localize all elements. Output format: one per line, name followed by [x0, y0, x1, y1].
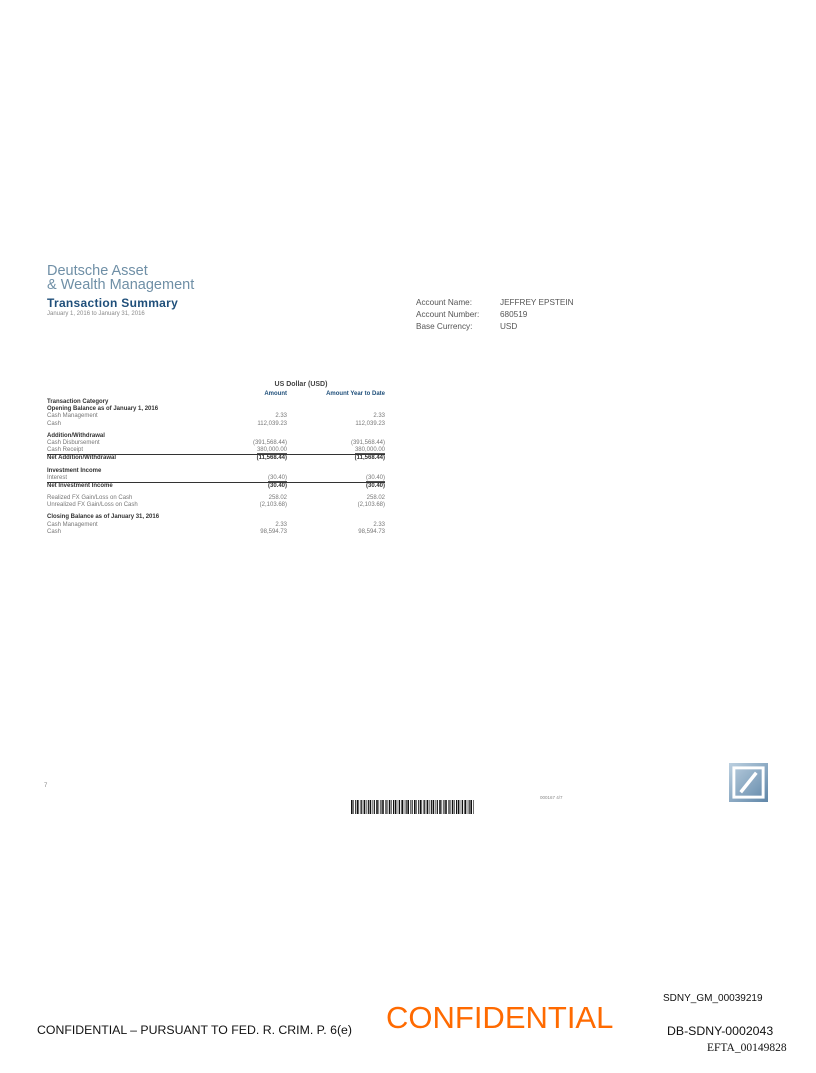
row-amount-cell [207, 502, 287, 509]
row-ytd-cell [287, 406, 385, 413]
row-label: Unrealized FX Gain/Loss on Cash [47, 502, 138, 509]
row-ytd-cell [287, 529, 385, 536]
row-ytd: 2.33 [373, 521, 385, 528]
row-ytd: 98,594.73 [358, 528, 385, 535]
row-label: Cash [47, 528, 62, 535]
row-amount-cell [207, 455, 287, 462]
table-row [47, 447, 385, 454]
row-amount-cell [207, 421, 287, 428]
table-row [47, 406, 385, 413]
ytd-header: Amount Year to Date [326, 391, 385, 397]
barcode-image [351, 800, 474, 814]
row-ytd-cell [287, 455, 385, 462]
row-label: Cash Disbursement [47, 439, 100, 446]
row-amount-cell [207, 413, 287, 420]
row-ytd-cell [287, 495, 385, 502]
account-number-value: 680519 [500, 310, 528, 319]
row-ytd: 2.33 [373, 413, 385, 420]
row-amount-cell [207, 440, 287, 447]
row-amount-cell [207, 468, 287, 475]
row-ytd-cell [287, 502, 385, 509]
row-ytd: 112,039.23 [355, 420, 385, 427]
row-amount-cell [207, 475, 287, 482]
row-ytd-cell [287, 468, 385, 475]
row-amount-cell [207, 529, 287, 536]
table-row [47, 440, 385, 447]
row-amount-cell [207, 522, 287, 529]
row-label: Addition/Withdrawal [47, 432, 105, 439]
deutsche-bank-logo-icon [729, 763, 768, 802]
base-currency-row [416, 321, 574, 333]
efta-number: EFTA_00149828 [707, 1042, 787, 1054]
row-amount: 380,000.00 [256, 447, 287, 454]
row-amount: (11,568.44) [256, 455, 287, 462]
row-label: Cash Management [47, 413, 98, 420]
row-ytd: (11,568.44) [354, 455, 385, 462]
row-ytd: (391,568.44) [350, 439, 385, 446]
row-amount: 2.33 [275, 413, 287, 420]
row-ytd-cell [287, 514, 385, 521]
table-row [47, 468, 385, 475]
bates-number-db: DB-SDNY-0002043 [667, 1024, 774, 1038]
row-amount: (391,568.44) [252, 439, 287, 446]
amount-header: Amount [264, 391, 287, 397]
row-label: Cash [47, 420, 62, 427]
row-ytd-cell [287, 483, 385, 490]
row-amount: 112,039.23 [257, 420, 287, 427]
row-amount: (2,103.68) [259, 502, 287, 509]
row-label: Investment Income [47, 467, 102, 474]
page-number: 7 [44, 783, 48, 789]
category-label: Transaction Category [47, 399, 109, 405]
row-ytd-cell [287, 475, 385, 482]
transaction-summary-table [47, 380, 385, 536]
row-amount: 258.02 [268, 495, 287, 502]
table-row [47, 502, 385, 509]
row-amount: (30.40) [267, 482, 287, 489]
row-ytd-cell [287, 447, 385, 454]
row-ytd-cell [287, 522, 385, 529]
row-amount: 98,594.73 [260, 528, 287, 535]
account-number-row [416, 309, 574, 321]
table-row [47, 413, 385, 420]
table-row [47, 482, 385, 490]
statement-period: January 1, 2016 to January 31, 2016 [47, 311, 145, 317]
brand-logo-text [47, 264, 194, 292]
account-info [416, 297, 574, 333]
row-label: Closing Balance as of January 31, 2016 [47, 514, 160, 521]
row-amount-cell [207, 495, 287, 502]
row-ytd: (30.40) [365, 474, 385, 481]
table-row [47, 514, 385, 521]
statement-rows [47, 406, 385, 536]
category-label-row [47, 399, 385, 406]
row-amount-cell [207, 447, 287, 454]
confidential-notice: CONFIDENTIAL – PURSUANT TO FED. R. CRIM. P. 6(e) [37, 1023, 352, 1037]
row-ytd-cell [287, 433, 385, 440]
currency-header: US Dollar (USD) [274, 381, 328, 388]
row-label: Net Investment Income [47, 482, 113, 489]
row-ytd-cell [287, 440, 385, 447]
row-label: Interest [47, 474, 68, 481]
page-title: Transaction Summary [47, 296, 179, 310]
table-row [47, 421, 385, 428]
row-label: Cash Receipt [47, 447, 84, 454]
row-label: Realized FX Gain/Loss on Cash [47, 495, 133, 502]
row-amount-cell [207, 483, 287, 490]
row-amount-cell [207, 433, 287, 440]
row-ytd: (30.40) [365, 482, 385, 489]
brand-line-2: & Wealth Management [47, 277, 195, 293]
base-currency-label: Base Currency: [416, 322, 473, 331]
base-currency-value: USD [500, 322, 518, 331]
table-row [47, 454, 385, 462]
row-label: Opening Balance as of January 1, 2016 [47, 406, 159, 413]
table-row [47, 475, 385, 482]
row-label: Net Addition/Withdrawal [47, 455, 117, 462]
row-ytd-cell [287, 413, 385, 420]
account-number-label: Account Number: [416, 310, 480, 319]
row-amount: (30.40) [267, 474, 287, 481]
category-header-spacer [47, 390, 207, 399]
bates-number-sdny: SDNY_GM_00039219 [663, 993, 763, 1004]
row-ytd-cell [287, 421, 385, 428]
row-ytd: 258.02 [366, 495, 385, 502]
confidential-stamp: CONFIDENTIAL [386, 1000, 614, 1035]
row-ytd: 380,000.00 [354, 447, 385, 454]
account-name-row [416, 297, 574, 309]
table-row [47, 529, 385, 536]
table-row [47, 433, 385, 440]
column-headers [47, 390, 385, 399]
table-row [47, 522, 385, 529]
account-name-label: Account Name: [416, 298, 472, 307]
account-name-value: JEFFREY EPSTEIN [500, 298, 574, 307]
row-amount: 2.33 [275, 521, 287, 528]
brand-line-1: Deutsche Asset [47, 263, 148, 279]
document-code: 000167 4/7 [540, 795, 563, 800]
row-amount-cell [207, 514, 287, 521]
row-amount-cell [207, 406, 287, 413]
table-row [47, 495, 385, 502]
row-ytd: (2,103.68) [357, 502, 385, 509]
row-label: Cash Management [47, 521, 98, 528]
